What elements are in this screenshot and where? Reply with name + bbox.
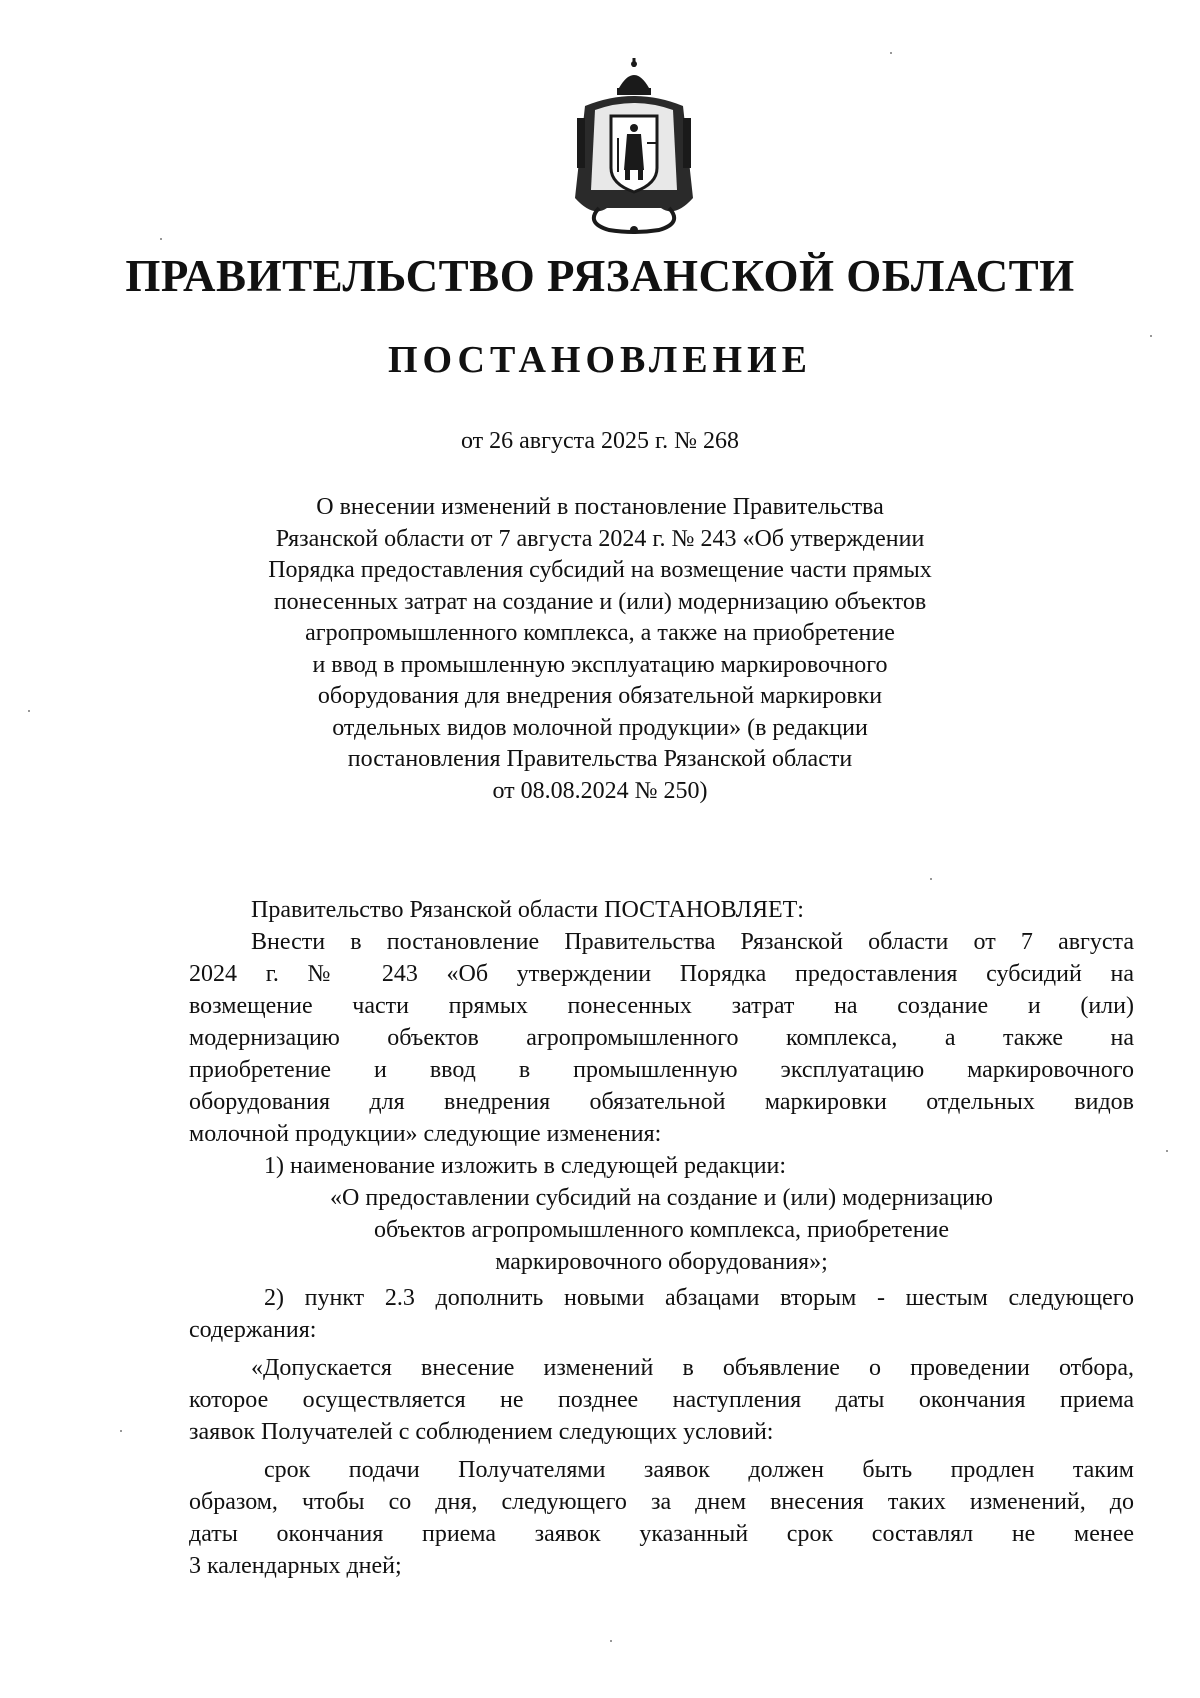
subject-line: агропромышленного комплекса, а также на приобретение [305,620,895,646]
scan-speck [930,878,932,880]
scan-speck [120,1430,122,1432]
scan-speck [28,710,30,712]
subject-line: Рязанской области от 7 августа 2024 г. № 243 «Об утверждении [275,525,925,552]
term-line: образом, чтобы со дня, следующего за днем внесения таких изменений, до [189,1489,1134,1515]
resolves-paragraph: Правительство Рязанской области ПОСТАНОВЛЯЕТ: [251,897,804,923]
changes-paragraph [189,1352,1134,1448]
document-type: ПОСТАНОВЛЕНИЕ [387,339,813,381]
coat-of-arms-emblem [565,58,703,236]
subject-line: постановления Правительства Рязанской области [347,746,853,772]
intro-line: 2024 г. № 243 «Об утверждении Порядка предоставления субсидий на [189,961,1134,987]
intro-line: оборудования для внедрения обязательной маркировки отдельных видов [189,1089,1134,1115]
quote-line: «О предоставлении субсидий на создание и (или) модернизацию [330,1185,993,1211]
term-line: 3 календарных дней; [189,1553,402,1579]
date-and-number: от 26 августа 2025 г. № 268 [460,428,740,454]
intro-line: Внести в постановление Правительства Рязанской области от 7 августа [251,929,1134,955]
scan-speck [1166,1150,1168,1152]
scan-speck [610,1640,612,1642]
document-subject [0,492,1200,807]
intro-line: молочной продукции» следующие изменения: [189,1121,662,1147]
changes-line: заявок Получателей с соблюдением следующих условий: [189,1419,774,1445]
scan-speck [890,52,892,54]
subject-line: и ввод в промышленную эксплуатацию маркировочного [312,651,888,678]
subject-line: понесенных затрат на создание и (или) модернизацию объектов [273,588,927,615]
term-line: срок подачи Получателями заявок должен быть продлен таким [264,1457,1134,1483]
item-1: 1) наименование изложить в следующей редакции: [264,1153,787,1179]
intro-line: возмещение части прямых понесенных затрат на создание и (или) [189,993,1134,1019]
government-title: ПРАВИТЕЛЬСТВО РЯЗАНСКОЙ ОБЛАСТИ [125,251,1075,301]
subject-line: О внесении изменений в постановление Правительства [316,494,884,520]
intro-line: модернизацию объектов агропромышленного комплекса, а также на [189,1025,1134,1051]
changes-line: «Допускается внесение изменений в объявление о проведении отбора, [251,1355,1134,1381]
item-2-line: содержания: [189,1317,317,1343]
quote-line: объектов агропромышленного комплекса, приобретение [373,1217,950,1243]
term-paragraph [189,1454,1134,1582]
intro-paragraph [189,926,1134,1150]
changes-line: которое осуществляется не позднее наступления даты окончания приема [189,1387,1134,1413]
document-body [189,894,1134,1582]
scan-speck [1150,335,1152,337]
subject-line: отдельных видов молочной продукции» (в редакции [332,714,868,741]
item-1-quote [189,1182,1134,1278]
subject-line: Порядка предоставления субсидий на возмещение части прямых [268,557,932,583]
item-2 [189,1282,1134,1346]
item-2-line: 2) пункт 2.3 дополнить новыми абзацами вторым - шестым следующего [264,1285,1134,1311]
subject-line: от 08.08.2024 № 250) [492,777,708,804]
quote-line: маркировочного оборудования»; [495,1249,828,1275]
term-line: даты окончания приема заявок указанный срок составлял не менее [189,1521,1134,1547]
subject-line: оборудования для внедрения обязательной маркировки [317,683,883,709]
scan-speck [160,238,162,240]
intro-line: приобретение и ввод в промышленную эксплуатацию маркировочного [189,1057,1134,1083]
